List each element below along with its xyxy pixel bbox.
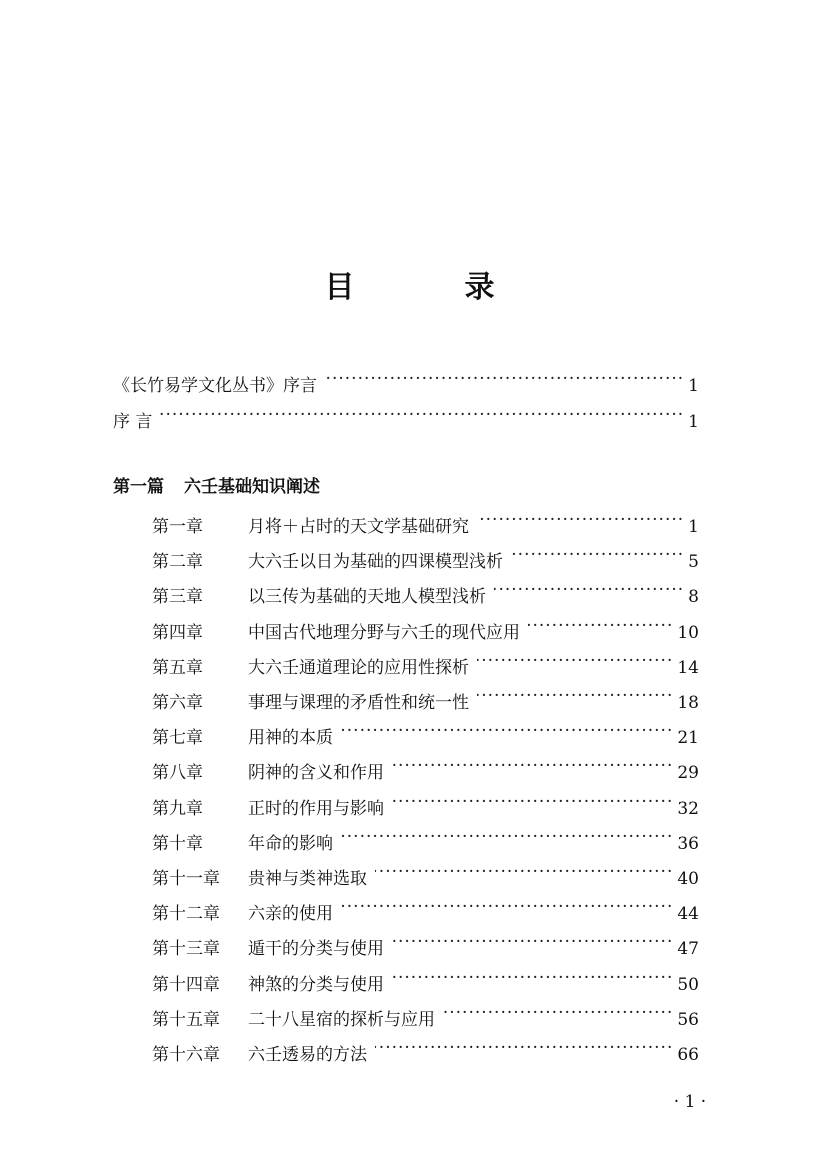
chapter-number: 第四章 <box>152 622 203 643</box>
chapter-title: 正时的作用与影响 <box>248 798 384 819</box>
chapter-title: 中国古代地理分野与六壬的现代应用 <box>248 622 520 643</box>
chapter-number: 第十五章 <box>152 1009 220 1030</box>
chapter-page: 32 <box>677 798 699 819</box>
page-number-footer: · 1 · <box>673 1092 707 1112</box>
chapter-page: 40 <box>677 869 699 889</box>
dot-leader <box>392 754 673 778</box>
toc-entry-series-preface[interactable] <box>113 367 699 396</box>
dot-leader <box>528 614 673 638</box>
dot-leader <box>392 966 673 990</box>
page-title: 目 录 <box>324 270 535 305</box>
chapter-title: 以三传为基础的天地人模型浅析 <box>248 587 486 608</box>
chapter-number: 第十章 <box>152 833 203 854</box>
chapter-title: 年命的影响 <box>248 833 333 854</box>
chapter-number: 第六章 <box>152 693 203 713</box>
part-title: 六壬基础知识阐述 <box>184 477 320 497</box>
toc-entry-preface[interactable] <box>113 403 699 432</box>
dot-leader <box>477 684 673 708</box>
dot-leader <box>341 719 673 743</box>
chapter-title: 大六壬以日为基础的四课模型浅析 <box>248 552 503 573</box>
chapter-title: 六壬透易的方法 <box>248 1045 367 1065</box>
toc-chapter-entry[interactable] <box>152 649 699 678</box>
toc-entry-label: 序 言 <box>113 412 153 432</box>
toc-chapter-entry[interactable] <box>152 790 699 819</box>
toc-entry-page: 1 <box>688 412 699 432</box>
chapter-page: 36 <box>677 833 699 854</box>
toc-entry-label: 《长竹易学文化丛书》序言 <box>113 376 317 396</box>
chapter-page: 5 <box>688 552 699 573</box>
chapter-title: 遁干的分类与使用 <box>248 939 384 960</box>
chapter-page: 8 <box>688 587 699 608</box>
dot-leader <box>392 790 673 814</box>
chapter-page: 44 <box>677 904 699 925</box>
chapter-number: 第八章 <box>152 763 203 784</box>
dot-leader <box>375 1036 673 1060</box>
part-number: 第一篇 <box>113 477 164 497</box>
dot-leader <box>160 403 684 427</box>
chapter-page: 18 <box>677 693 699 713</box>
dot-leader <box>511 543 684 567</box>
chapter-page: 14 <box>677 657 699 678</box>
chapter-number: 第十四章 <box>152 974 220 995</box>
chapter-number: 第一章 <box>152 517 203 537</box>
chapter-title: 月将＋占时的天文学基础研究 <box>248 517 469 537</box>
toc-chapter-entry[interactable] <box>152 754 699 784</box>
toc-chapter-entry[interactable] <box>152 1036 699 1065</box>
chapter-page: 47 <box>677 939 699 960</box>
toc-chapter-entry[interactable] <box>152 860 699 889</box>
toc-chapter-entry[interactable] <box>152 895 699 925</box>
chapter-number: 第二章 <box>152 552 203 573</box>
dot-leader <box>443 1001 673 1025</box>
dot-leader <box>325 367 684 391</box>
toc-chapter-entry[interactable] <box>152 614 699 643</box>
chapter-number: 第三章 <box>152 587 203 608</box>
dot-leader <box>341 895 673 919</box>
chapter-page: 29 <box>677 763 699 784</box>
toc-chapter-entry[interactable] <box>152 966 699 995</box>
dot-leader <box>392 930 673 954</box>
chapter-number: 第十六章 <box>152 1045 220 1065</box>
toc-chapter-entry[interactable] <box>152 578 699 608</box>
toc-chapter-entry[interactable] <box>152 508 699 537</box>
toc-chapter-entry[interactable] <box>152 719 699 749</box>
chapter-page: 50 <box>677 974 699 995</box>
toc-entry-page: 1 <box>688 376 699 396</box>
chapter-number: 第五章 <box>152 657 203 678</box>
chapter-page: 21 <box>677 728 699 749</box>
chapter-number: 第九章 <box>152 798 203 819</box>
toc-chapter-entry[interactable] <box>152 684 699 713</box>
dot-leader <box>375 860 673 884</box>
chapter-title: 阴神的含义和作用 <box>248 763 384 784</box>
chapter-number: 第十二章 <box>152 904 220 925</box>
dot-leader <box>477 649 673 673</box>
chapter-number: 第十一章 <box>152 869 220 889</box>
chapter-title: 贵神与类神选取 <box>248 869 367 889</box>
chapter-number: 第十三章 <box>152 939 220 960</box>
chapter-page: 1 <box>688 517 699 537</box>
chapter-title: 大六壬通道理论的应用性探析 <box>248 657 469 678</box>
chapter-title: 用神的本质 <box>248 728 333 749</box>
dot-leader <box>477 508 684 532</box>
chapter-page: 10 <box>677 622 699 643</box>
chapter-title: 神煞的分类与使用 <box>248 974 384 995</box>
toc-chapter-entry[interactable] <box>152 825 699 854</box>
part-heading <box>113 475 320 499</box>
chapter-title: 事理与课理的矛盾性和统一性 <box>248 693 469 713</box>
toc-chapter-entry[interactable] <box>152 930 699 960</box>
toc-chapter-entry[interactable] <box>152 1001 699 1030</box>
toc-chapter-entry[interactable] <box>152 543 699 573</box>
dot-leader <box>341 825 673 849</box>
chapter-page: 56 <box>677 1009 699 1030</box>
chapter-page: 66 <box>677 1045 699 1065</box>
chapter-number: 第七章 <box>152 728 203 749</box>
dot-leader <box>494 578 684 602</box>
chapter-title: 二十八星宿的探析与应用 <box>248 1009 435 1030</box>
chapter-title: 六亲的使用 <box>248 904 333 925</box>
